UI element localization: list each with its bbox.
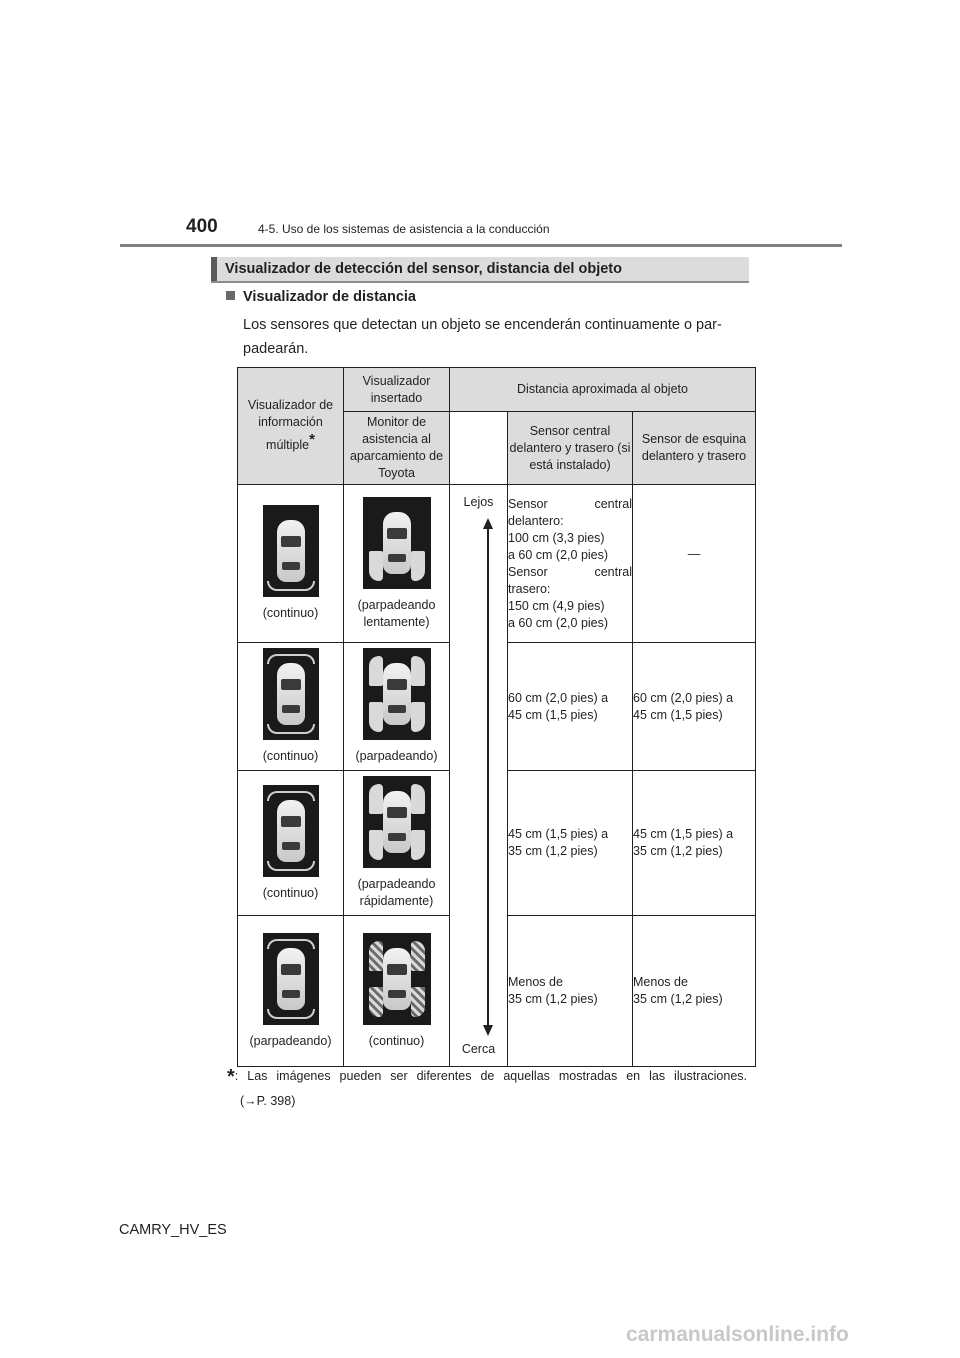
monitor-display-image: [363, 776, 431, 868]
center-line: trasero:: [508, 581, 551, 596]
corner-line: 35 cm (1,2 pies): [633, 992, 723, 1006]
footnote-star: *: [227, 1066, 235, 1088]
center-line: a 60 cm (2,0 pies): [508, 615, 609, 630]
center-line: Sensor central: [508, 564, 632, 579]
corner-line: —: [687, 546, 701, 561]
rear-left-sensor-pad: [369, 987, 383, 1017]
monitor-cell: [344, 643, 450, 771]
monitor-display-image: [363, 497, 431, 589]
monitor-caption: (continuo): [368, 1033, 425, 1048]
multi-info-display-image: [263, 933, 319, 1025]
header-divider: [120, 244, 842, 247]
front-left-sensor-pad: [369, 941, 383, 971]
multi-info-display-image: [263, 648, 319, 740]
multi-info-cell: [238, 643, 344, 771]
car-icon: [383, 791, 411, 853]
footnote: [227, 1068, 747, 1086]
front-right-sensor-pad: [411, 941, 425, 971]
monitor-display-image: [363, 933, 431, 1025]
header-inserted: Visualizador insertado: [344, 368, 450, 412]
center-line: 35 cm (1,2 pies): [508, 844, 598, 858]
rear-right-sensor-pad: [411, 551, 425, 581]
watermark: carmanualsonline.info: [626, 1323, 849, 1346]
multi-info-caption: (parpadeando): [249, 1033, 332, 1048]
chapter-title: 4-5. Uso de los sistemas de asistencia a la conducción: [258, 222, 550, 236]
rear-sensor-arc: [267, 724, 315, 734]
monitor-caption: (parpadeando rápidamente): [357, 877, 436, 908]
monitor-cell: [344, 485, 450, 643]
corner-sensor-value: [633, 771, 756, 916]
page-number: 400: [186, 216, 218, 237]
multi-info-caption: (continuo): [262, 749, 319, 763]
corner-line: 60 cm (2,0 pies) a: [633, 690, 734, 705]
center-sensor-value: [508, 485, 633, 643]
car-icon: [383, 512, 411, 574]
monitor-caption: (parpadeando lentamente): [357, 597, 436, 629]
center-line: a 60 cm (2,0 pies): [508, 547, 609, 562]
center-line: 60 cm (2,0 pies) a: [508, 690, 609, 705]
center-line: 150 cm (4,9 pies): [508, 598, 605, 613]
center-line: 45 cm (1,5 pies) a: [508, 827, 609, 841]
rear-right-sensor-pad: [411, 702, 425, 732]
multi-info-cell: [238, 771, 344, 916]
intro-paragraph: Los sensores que detectan un objeto se encenderán continuamente o par- padearán.: [243, 317, 722, 357]
monitor-display-image: [363, 648, 431, 740]
center-line: delantero:: [508, 513, 564, 528]
center-line: 35 cm (1,2 pies): [508, 992, 598, 1006]
car-icon: [383, 948, 411, 1010]
front-right-sensor-pad: [411, 784, 425, 814]
subsection-heading: [226, 289, 416, 305]
header-center-sensor: Sensor central delantero y trasero (si está instalado): [508, 412, 633, 485]
multi-info-caption: (continuo): [262, 606, 319, 620]
monitor-cell: [344, 771, 450, 916]
front-right-sensor-pad: [411, 656, 425, 686]
distance-table: [237, 367, 756, 1067]
distance-scale-cell: [450, 485, 508, 1067]
section-accent: [211, 257, 217, 281]
near-label: Cerca: [461, 1041, 496, 1056]
center-sensor-value: [508, 916, 633, 1067]
corner-line: 35 cm (1,2 pies): [633, 844, 723, 858]
section-title: Visualizador de detección del sensor, distancia del objeto: [225, 261, 622, 277]
front-left-sensor-pad: [369, 784, 383, 814]
rear-right-sensor-pad: [411, 987, 425, 1017]
rear-sensor-arc: [267, 581, 315, 591]
header-corner-sensor: Sensor de esquina delantero y trasero: [633, 412, 756, 485]
multi-info-caption: (continuo): [262, 885, 319, 900]
rear-sensor-arc: [267, 1009, 315, 1019]
car-icon: [277, 663, 305, 725]
multi-info-cell: [238, 485, 344, 643]
center-line: 100 cm (3,3 pies): [508, 530, 605, 545]
header-toyota-monitor: Monitor de asistencia al aparcamiento de Toyota: [344, 412, 450, 485]
corner-sensor-value: [633, 916, 756, 1067]
header-multi-info-text: Visualizador de información múltiple: [247, 398, 334, 453]
multi-info-display-image: [263, 785, 319, 877]
center-line: Menos de: [508, 975, 563, 989]
corner-sensor-value: [633, 485, 756, 643]
footnote-text: : Las imágenes pueden ser diferentes de aquellas mostradas en las ilustraciones.: [234, 1069, 747, 1083]
front-left-sensor-pad: [369, 656, 383, 686]
center-sensor-value: [508, 643, 633, 771]
rear-left-sensor-pad: [369, 830, 383, 860]
front-sensor-arc: [267, 654, 315, 664]
corner-sensor-value: [633, 643, 756, 771]
header-blank: [450, 412, 508, 485]
monitor-caption: (parpadeando): [355, 749, 438, 763]
multi-info-cell: [238, 916, 344, 1067]
front-sensor-arc: [267, 939, 315, 949]
rear-right-sensor-pad: [411, 830, 425, 860]
distance-scale: [450, 490, 507, 1062]
center-line: 45 cm (1,5 pies): [508, 707, 598, 722]
far-near-arrow-icon: [481, 518, 495, 1036]
square-bullet-icon: [226, 291, 235, 300]
car-icon: [383, 663, 411, 725]
corner-line: 45 cm (1,5 pies) a: [633, 827, 734, 841]
front-sensor-arc: [267, 791, 315, 801]
header-multi-info: [238, 368, 344, 485]
model-code: CAMRY_HV_ES: [119, 1222, 227, 1238]
rear-left-sensor-pad: [369, 702, 383, 732]
car-icon: [277, 520, 305, 582]
section-header: [211, 257, 749, 283]
car-icon: [277, 800, 305, 862]
corner-line: Menos de: [633, 975, 688, 989]
center-sensor-value: [508, 771, 633, 916]
footnote-page-ref: (→P. 398): [240, 1094, 296, 1108]
header-approx-distance: Distancia aproximada al objeto: [450, 368, 756, 412]
subsection-heading-text: Visualizador de distancia: [243, 289, 416, 305]
footnote-marker: *: [309, 431, 315, 449]
corner-line: 45 cm (1,5 pies): [633, 707, 723, 722]
rear-left-sensor-pad: [369, 551, 383, 581]
multi-info-display-image: [263, 505, 319, 597]
monitor-cell: [344, 916, 450, 1067]
rear-sensor-arc: [267, 861, 315, 871]
center-line: Sensor central: [508, 496, 632, 511]
car-icon: [277, 948, 305, 1010]
far-label: Lejos: [463, 494, 494, 509]
